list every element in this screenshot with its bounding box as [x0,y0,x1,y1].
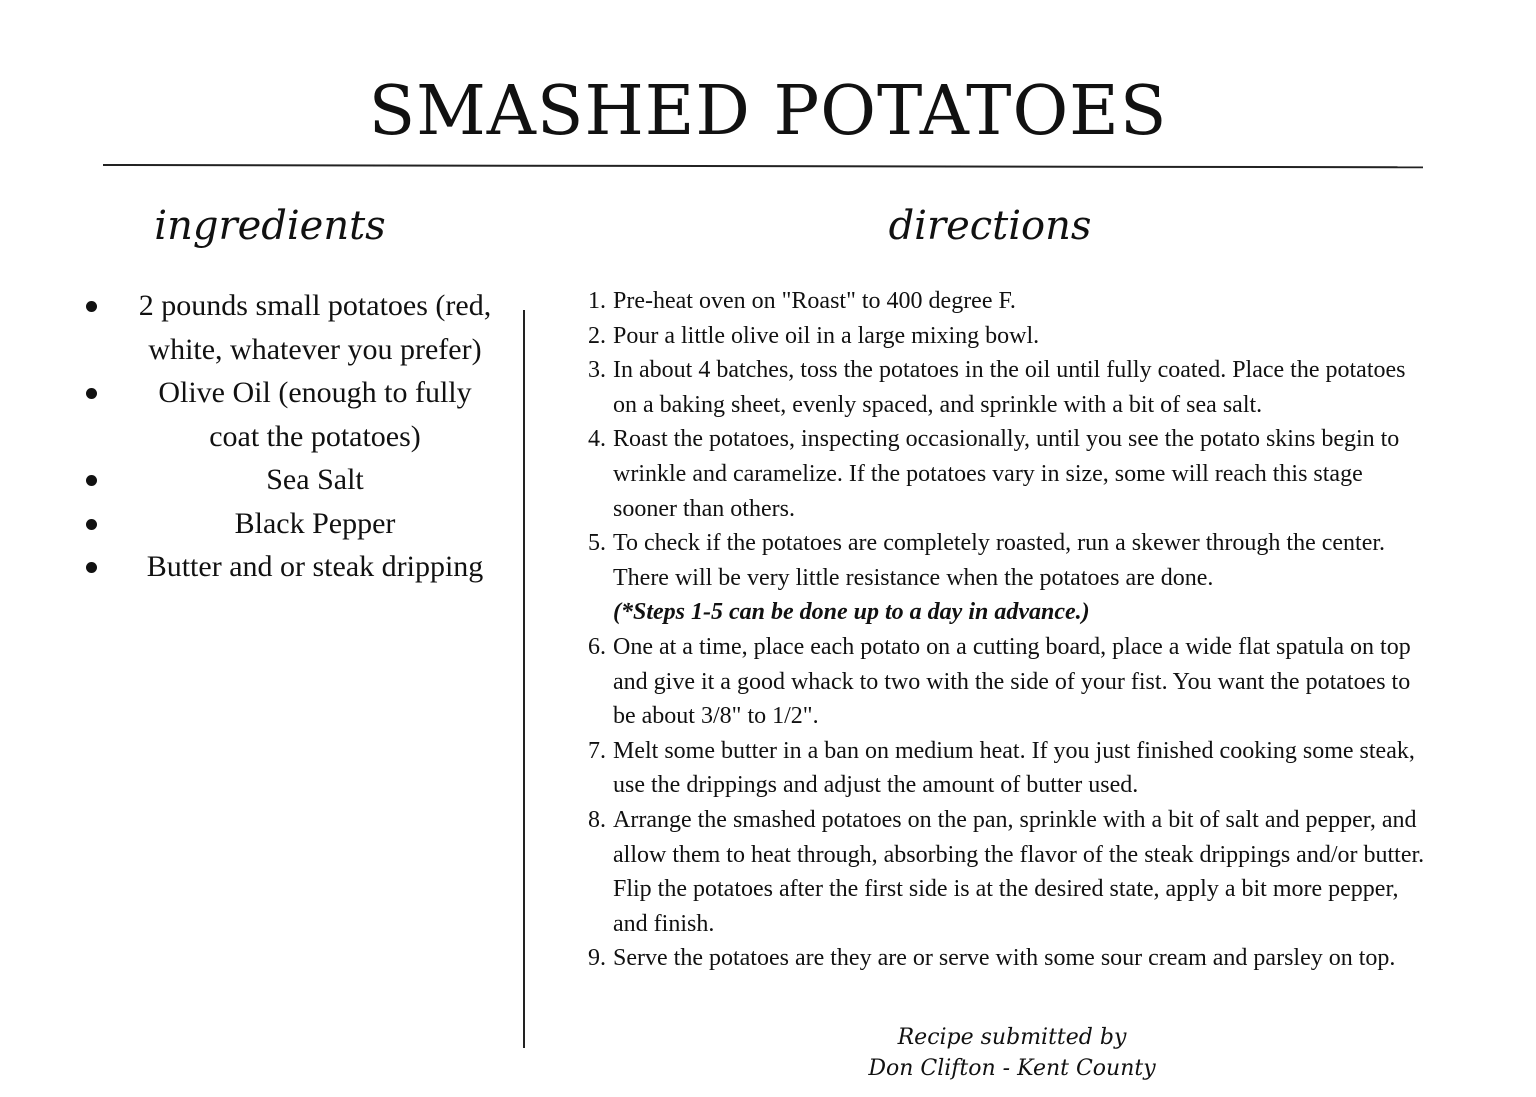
step-number: 4. [588,426,606,453]
ingredient-item [70,371,500,458]
ingredient-text: Black Pepper [234,506,396,540]
ingredient-item [70,545,500,589]
ingredient-text: Sea Salt [266,463,364,496]
ingredient-item [70,458,500,502]
credit-author: Don Clifton - Kent County [868,1056,1156,1081]
directions-list [580,284,1430,976]
step-text: In about 4 batches, toss the potatoes in the oil until fully coated. Place the potatoes on a baking sheet, evenly spaced, and sprinkle with a bit of sea salt. [613,357,1406,418]
bullet-icon [86,475,97,486]
advance-note: (*Steps 1-5 can be done up to a day in advance.) [613,599,1090,626]
step-number: 8. [588,806,606,833]
step-text: Pour a little olive oil in a large mixing bowl. [613,322,1040,349]
bullet-icon [86,301,97,312]
step-number: 6. [588,633,606,660]
step-text: To check if the potatoes are completely roasted, run a skewer through the center. There will be very little resistance when the potatoes are done. [613,530,1386,591]
credit-line: Recipe submitted by [897,1025,1127,1050]
ingredients-list [70,284,500,589]
recipe-credit [800,1022,1224,1084]
bullet-icon [86,562,97,573]
ingredient-text: Butter and or steak dripping [146,550,484,583]
bullet-icon [86,519,97,530]
direction-step [580,284,1430,319]
step-number: 5. [588,530,606,557]
direction-step [580,422,1430,526]
step-text: Melt some butter in a ban on medium heat. If you just finished cooking some steak, use the drippings and adjust the amount of butter used. [613,737,1415,799]
direction-step [580,803,1430,941]
step-number: 1. [588,288,606,314]
direction-step [580,734,1430,803]
step-number: 9. [588,945,606,972]
step-text: One at a time, place each potato on a cutting board, place a wide flat spatula on top and give it a good whack to two with the side of your fist. You want the potatoes to be about 3/8" to 1/2". [613,633,1411,730]
step-number: 3. [588,357,606,384]
column-divider [523,310,525,1048]
direction-step [580,319,1430,354]
step-text: Pre-heat oven on "Roast" to 400 degree F. [613,288,1016,314]
direction-step [580,353,1430,422]
ingredients-heading: ingredients [154,203,386,249]
step-number: 7. [588,737,606,764]
step-text: Roast the potatoes, inspecting occasionally, until you see the potato skins begin to wrinkle and caramelize. If the potatoes vary in size, some will reach this stage sooner than others. [613,426,1400,522]
step-text: Arrange the smashed potatoes on the pan, sprinkle with a bit of salt and pepper, and allow them to heat through, absorbing the flavor of the steak drippings and/or butter. Flip the potatoes after the first side is at the desired state, apply a bit more pepper, and finish. [613,806,1425,937]
ingredient-text: Olive Oil (enough to fully coat the potatoes) [158,376,472,453]
ingredient-text: 2 pounds small potatoes (red, white, whatever you prefer) [138,289,492,366]
ingredient-item [70,502,500,546]
ingredient-item [70,284,500,371]
step-text: Serve the potatoes are they are or serve with some sour cream and parsley on top. [613,945,1396,972]
direction-step [580,941,1430,976]
step-number: 2. [588,322,606,349]
title-divider [103,164,1423,168]
directions-heading: directions [888,203,1092,249]
direction-step [580,526,1430,630]
direction-step [580,630,1430,734]
recipe-title: SMASHED POTATOES [368,72,1168,151]
bullet-icon [86,388,97,399]
